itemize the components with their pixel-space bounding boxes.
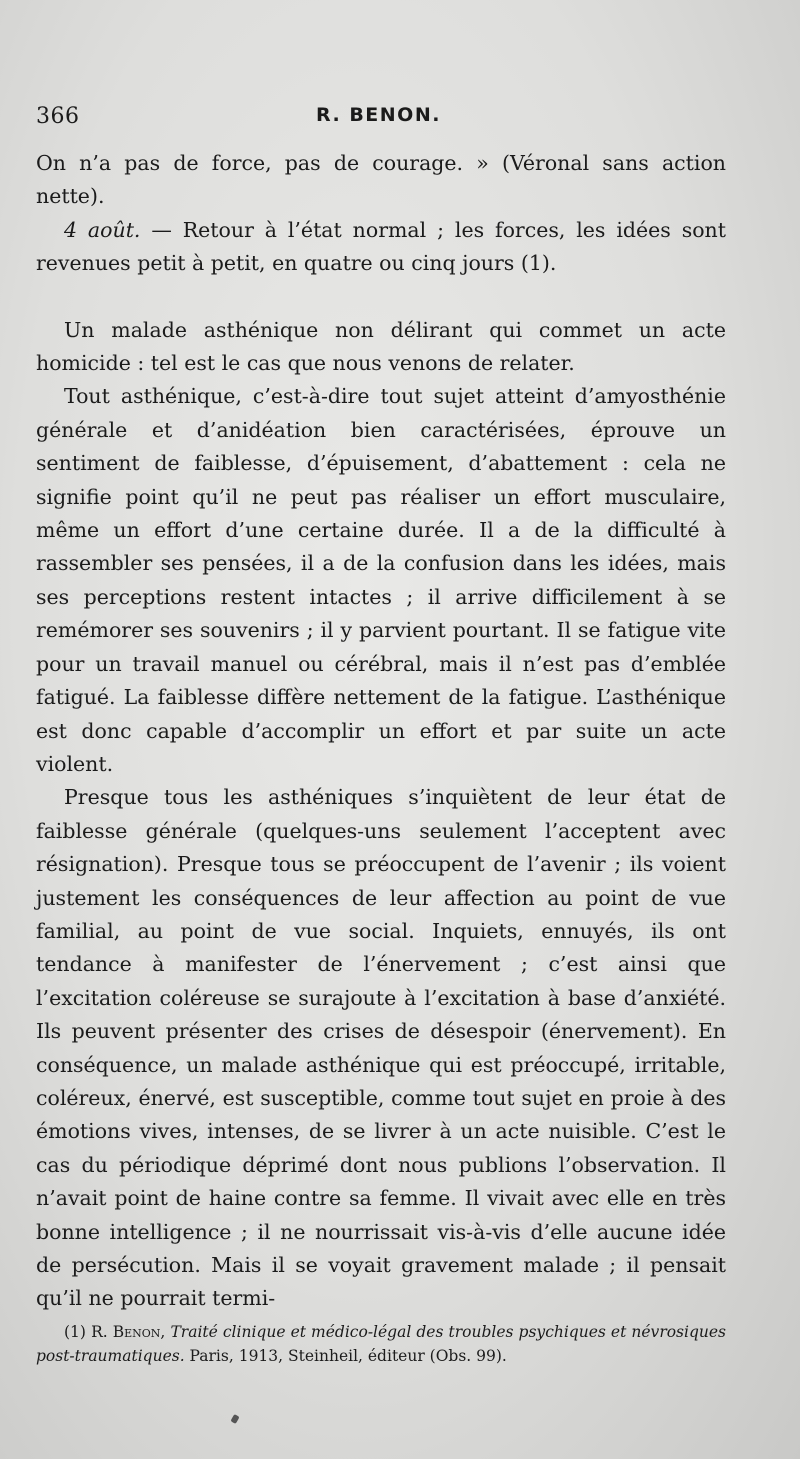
entry-text: — Retour à l’état normal ; les forces, les idées sont revenues petit à petit, en quatre ou cinq jours (1). — [36, 217, 726, 276]
footnote-author: R. Benon, — [91, 1323, 166, 1341]
entry-date: 4 août. — [64, 217, 141, 242]
page-number: 366 — [36, 104, 80, 129]
ink-speck — [230, 1414, 239, 1424]
page-header — [36, 104, 740, 136]
running-head: R. BENON. — [316, 104, 441, 126]
paragraph-asthenia: Tout asthénique, c’est-à-dire tout sujet atteint d’amyosthénie générale et d’anidéation bien caractérisées, éprouve un sentiment de faiblesse, d’épuisement, d’abattement : cela ne signifie point qu’il ne peut pas réaliser un effort musculaire, même un effort d’une certaine durée. Il a de la difficulté à rassembler ses pensées, il a de la confusion dans les idées, mais ses perceptions restent intactes ; il arrive difficilement à se remémorer ses souvenirs ; il y parvient pourtant. Il se fatigue vite pour un travail manuel ou cérébral, mais il n’est pas d’emblée fatigué. La faiblesse diffère nettement de la fatigue. L’asthénique est donc capable d’accomplir un effort et par suite un acte violent. — [36, 384, 726, 776]
footnote — [36, 1320, 726, 1368]
paragraph-continuation: On n’a pas de force, pas de courage. » (Véronal sans action nette). — [36, 151, 726, 209]
body-text — [36, 147, 726, 1316]
footnote-publication: Paris, 1913, Steinheil, éditeur (Obs. 99). — [184, 1347, 507, 1365]
paragraph-dated-entry — [36, 214, 726, 281]
paragraph-case-summary: Un malade asthénique non délirant qui commet un acte homicide : tel est le cas que nous venons de relater. — [36, 317, 726, 376]
paragraph-anxiety: Presque tous les asthéniques s’inquiètent de leur état de faiblesse générale (quelques-uns seulement l’acceptent avec résignation). Presque tous se préoccupent de l’avenir ; ils voient justement les conséquences de leur affection au point de vue familial, au point de vue social. Inquiets, ennuyés, ils ont tendance à manifester de l’énervement ; c’est ainsi que l’excitation coléreuse se surajoute à l’excitation à base d’anxiété. Ils peuvent présenter des crises de désespoir (énervement). En conséquence, un malade asthénique qui est préoccupé, irritable, coléreux, énervé, est susceptible, comme tout sujet en proie à des émotions vives, intenses, de se livrer à un acte nuisible. C’est le cas du périodique déprimé dont nous publions l’observation. Il n’avait point de haine contre sa femme. Il vivait avec elle en très bonne intelligence ; il ne nourrissait vis-à-vis d’elle aucune idée de persécution. Mais il se voyait gravement malade ; il pensait qu’il ne pourrait termi- — [36, 785, 726, 1311]
footnote-marker: (1) — [64, 1323, 86, 1341]
footnote-title: Traité clinique et médico-légal des troubles psychiques et névrosiques post-traumatiques. — [36, 1323, 727, 1365]
